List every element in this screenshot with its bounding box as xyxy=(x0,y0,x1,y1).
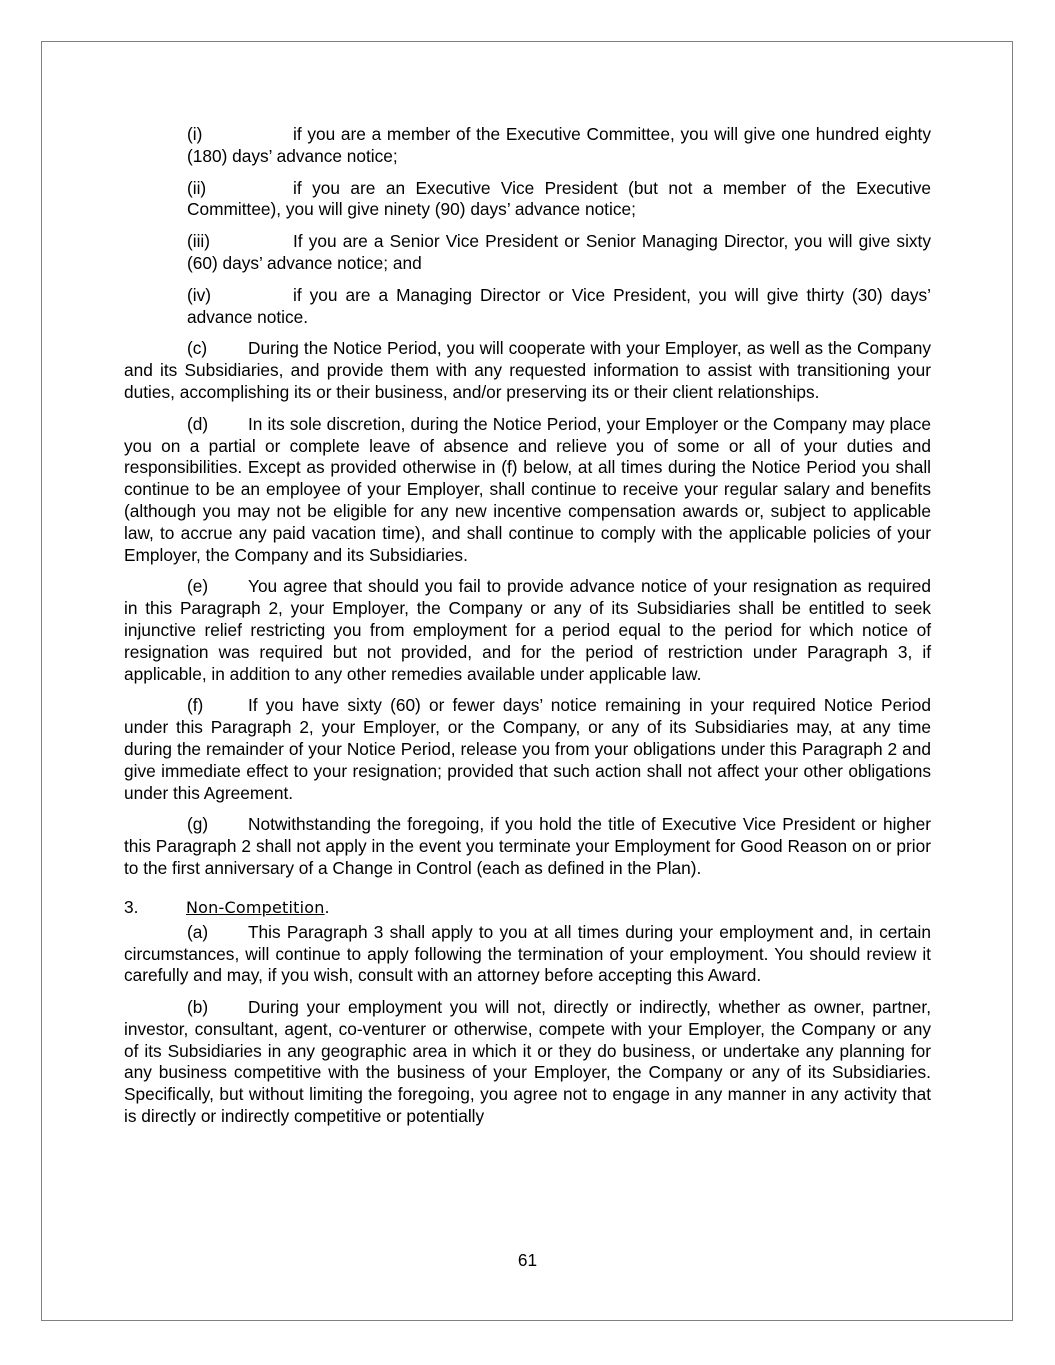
paragraph-number: (a) xyxy=(187,921,209,942)
list-item-text: if you are a Managing Director or Vice President, you will give thirty (30) days’ advance notice. xyxy=(187,284,931,327)
paragraph xyxy=(124,922,931,987)
paragraph-number: (e) xyxy=(187,576,209,597)
section-number: 3. xyxy=(124,896,139,917)
list-item-number: (i) xyxy=(187,124,203,144)
paragraph-text: You agree that should you fail to provide advance notice of your resignation as required in this Paragraph 2, your Employer, the Company or any of its Subsidiaries shall be entitled to seek injunctive relief restricting you from employment for a period equal to the period for which notice of resignation was required but not provided, and for the period of restriction under Paragraph 3, if applicable, in addition to any other remedies available under applicable law. xyxy=(124,576,931,684)
paragraph xyxy=(124,695,931,804)
paragraph-text: This Paragraph 3 shall apply to you at all times during your employment and, in certain circumstances, will continue to apply following the termination of your employment. You should review it carefully and may, if you wish, consult with an attorney before accepting this Award. xyxy=(124,921,931,986)
paragraph-number: (d) xyxy=(187,413,209,434)
paragraph xyxy=(124,576,931,685)
list-item xyxy=(187,124,931,168)
list-item-number: (ii) xyxy=(187,177,207,198)
list-item xyxy=(187,178,931,222)
list-item xyxy=(187,231,931,275)
section-heading xyxy=(124,894,931,921)
list-item-text: if you are a member of the Executive Committee, you will give one hundred eighty (180) days’ advance notice; xyxy=(187,124,931,166)
document-body xyxy=(124,124,931,1138)
paragraph-number: (b) xyxy=(187,997,209,1018)
paragraph-number: (c) xyxy=(187,338,208,359)
paragraph xyxy=(124,414,931,567)
paragraph-text: Notwithstanding the foregoing, if you hold the title of Executive Vice President or higher this Paragraph 2 shall not apply in the event you terminate your Employment for Good Reason on or prior to the first anniversary of a Change in Control (each as defined in the Plan). xyxy=(124,814,931,878)
paragraph-text: In its sole discretion, during the Notice Period, your Employer or the Company may place you on a partial or complete leave of absence and relieve you of some or all of your duties and responsibilities. Except as provided otherwise in (f) below, at all times during the Notice Period you shall continue to be an employee of your Employer, shall continue to receive your regular salary and benefits (although you may not be eligible for any new incentive compensation awards or, subject to applicable law, to accrue any paid vacation time), and shall continue to comply with the applicable policies of your Employer, the Company and its Subsidiaries. xyxy=(124,413,931,565)
list-item-text: if you are an Executive Vice President (but not a member of the Executive Committee), you will give ninety (90) days’ advance notice; xyxy=(187,177,931,220)
paragraph-text: During the Notice Period, you will cooperate with your Employer, as well as the Company and its Subsidiaries, and provide them with any requested information to assist with transitioning your duties, accomplishing its or their business, and/or preserving its or their client relationships. xyxy=(124,338,931,402)
paragraph xyxy=(124,814,931,879)
paragraph-text: During your employment you will not, directly or indirectly, whether as owner, partner, investor, consultant, agent, co-venturer or otherwise, compete with your Employer, the Company or any of its Subsidiaries in any geographic area in which it or they do business, or undertake any planning for any business competitive with the business of your Employer, the Company or any of its Subsidiaries. Specifically, but without limiting the foregoing, you agree not to engage in any manner in any activity that is directly or indirectly competitive or potentially xyxy=(124,997,931,1127)
list-item-number: (iv) xyxy=(187,284,211,305)
paragraph xyxy=(124,338,931,403)
list-item-text: If you are a Senior Vice President or Senior Managing Director, you will give sixty (60) days’ advance notice; and xyxy=(187,231,931,273)
paragraph-text: If you have sixty (60) or fewer days’ notice remaining in your required Notice Period under this Paragraph 2, your Employer, or the Company, or any of its Subsidiaries may, at any time during the remainder of your Notice Period, release you from your obligations under this Paragraph 2 and give immediate effect to your resignation; provided that such action shall not affect your other obligations under this Agreement. xyxy=(124,695,931,803)
list-item-number: (iii) xyxy=(187,231,211,252)
paragraph-number: (g) xyxy=(187,814,209,835)
list-item xyxy=(187,285,931,329)
paragraph-number: (f) xyxy=(187,695,204,716)
paragraph xyxy=(124,997,931,1128)
section-title-punct: . xyxy=(324,896,330,917)
page-number: 61 xyxy=(517,1250,538,1270)
section-title: Non-Competition xyxy=(186,897,325,917)
